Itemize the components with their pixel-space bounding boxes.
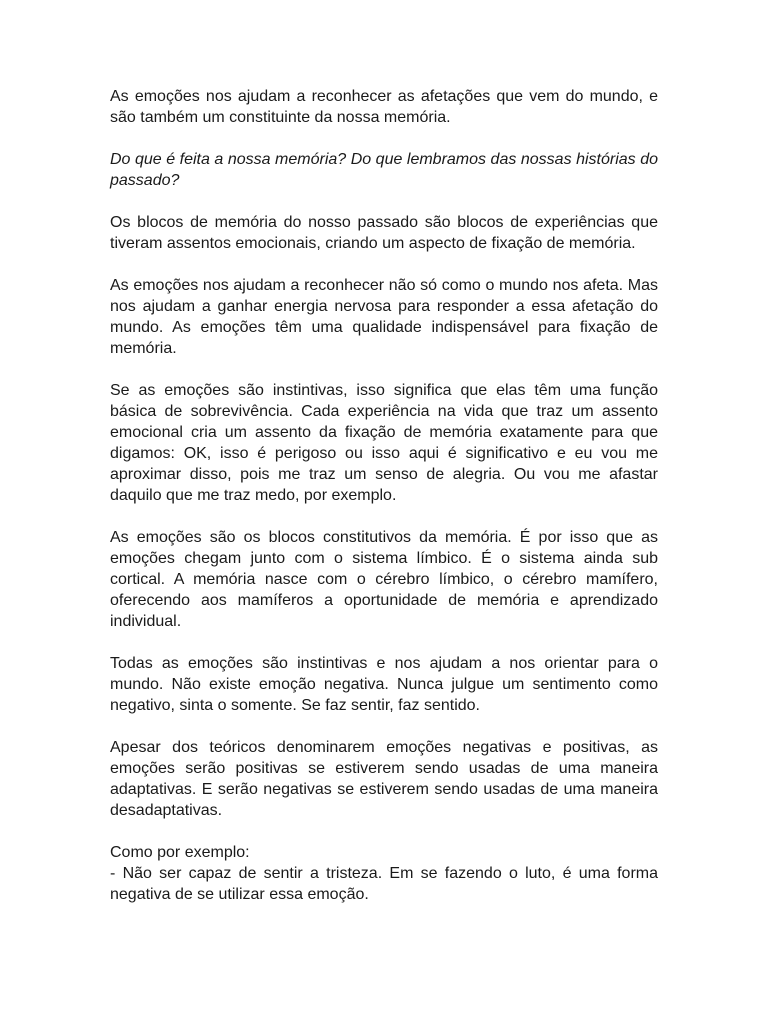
paragraph-1: As emoções nos ajudam a reconhecer as afetações que vem do mundo, e são também um constituinte da nossa memória. [110, 88, 658, 126]
paragraph-10-example-item: - Não ser capaz de sentir a tristeza. Em se fazendo o luto, é uma forma negativa de se utilizar essa emoção. [110, 865, 658, 903]
document-body [110, 86, 658, 926]
paragraph-3: Os blocos de memória do nosso passado são blocos de experiências que tiveram assentos emocionais, criando um aspecto de fixação de memória. [110, 214, 658, 252]
paragraph-9-example-intro: Como por exemplo: [110, 844, 250, 861]
paragraph-4: As emoções nos ajudam a reconhecer não só como o mundo nos afeta. Mas nos ajudam a ganhar energia nervosa para responder a essa afetação do mundo. As emoções têm uma qualidade indispensável para fixação de memória. [110, 277, 658, 357]
paragraph-7: Todas as emoções são instintivas e nos ajudam a nos orientar para o mundo. Não existe emoção negativa. Nunca julgue um sentimento como negativo, sinta o somente. Se faz sentir, faz sentido. [110, 655, 658, 714]
paragraph-8: Apesar dos teóricos denominarem emoções negativas e positivas, as emoções serão positivas se estiverem sendo usadas de uma maneira adaptativas. E serão negativas se estiverem sendo usadas de uma maneira desadaptativas. [110, 739, 658, 819]
paragraph-6: As emoções são os blocos constitutivos da memória. É por isso que as emoções chegam junto com o sistema límbico. É o sistema ainda sub cortical. A memória nasce com o cérebro límbico, o cérebro mamífero, oferecendo aos mamíferos a oportunidade de memória e aprendizado individual. [110, 529, 658, 630]
paragraph-5: Se as emoções são instintivas, isso significa que elas têm uma função básica de sobrevivência. Cada experiência na vida que traz um assento emocional cria um assento da fixação de memória exatamente para que digamos: OK, isso é perigoso ou isso aqui é significativo e eu vou me aproximar disso, pois me traz um senso de alegria. Ou vou me afastar daquilo que me traz medo, por exemplo. [110, 382, 658, 504]
paragraph-2-question: Do que é feita a nossa memória? Do que lembramos das nossas histórias do passado? [110, 151, 658, 189]
